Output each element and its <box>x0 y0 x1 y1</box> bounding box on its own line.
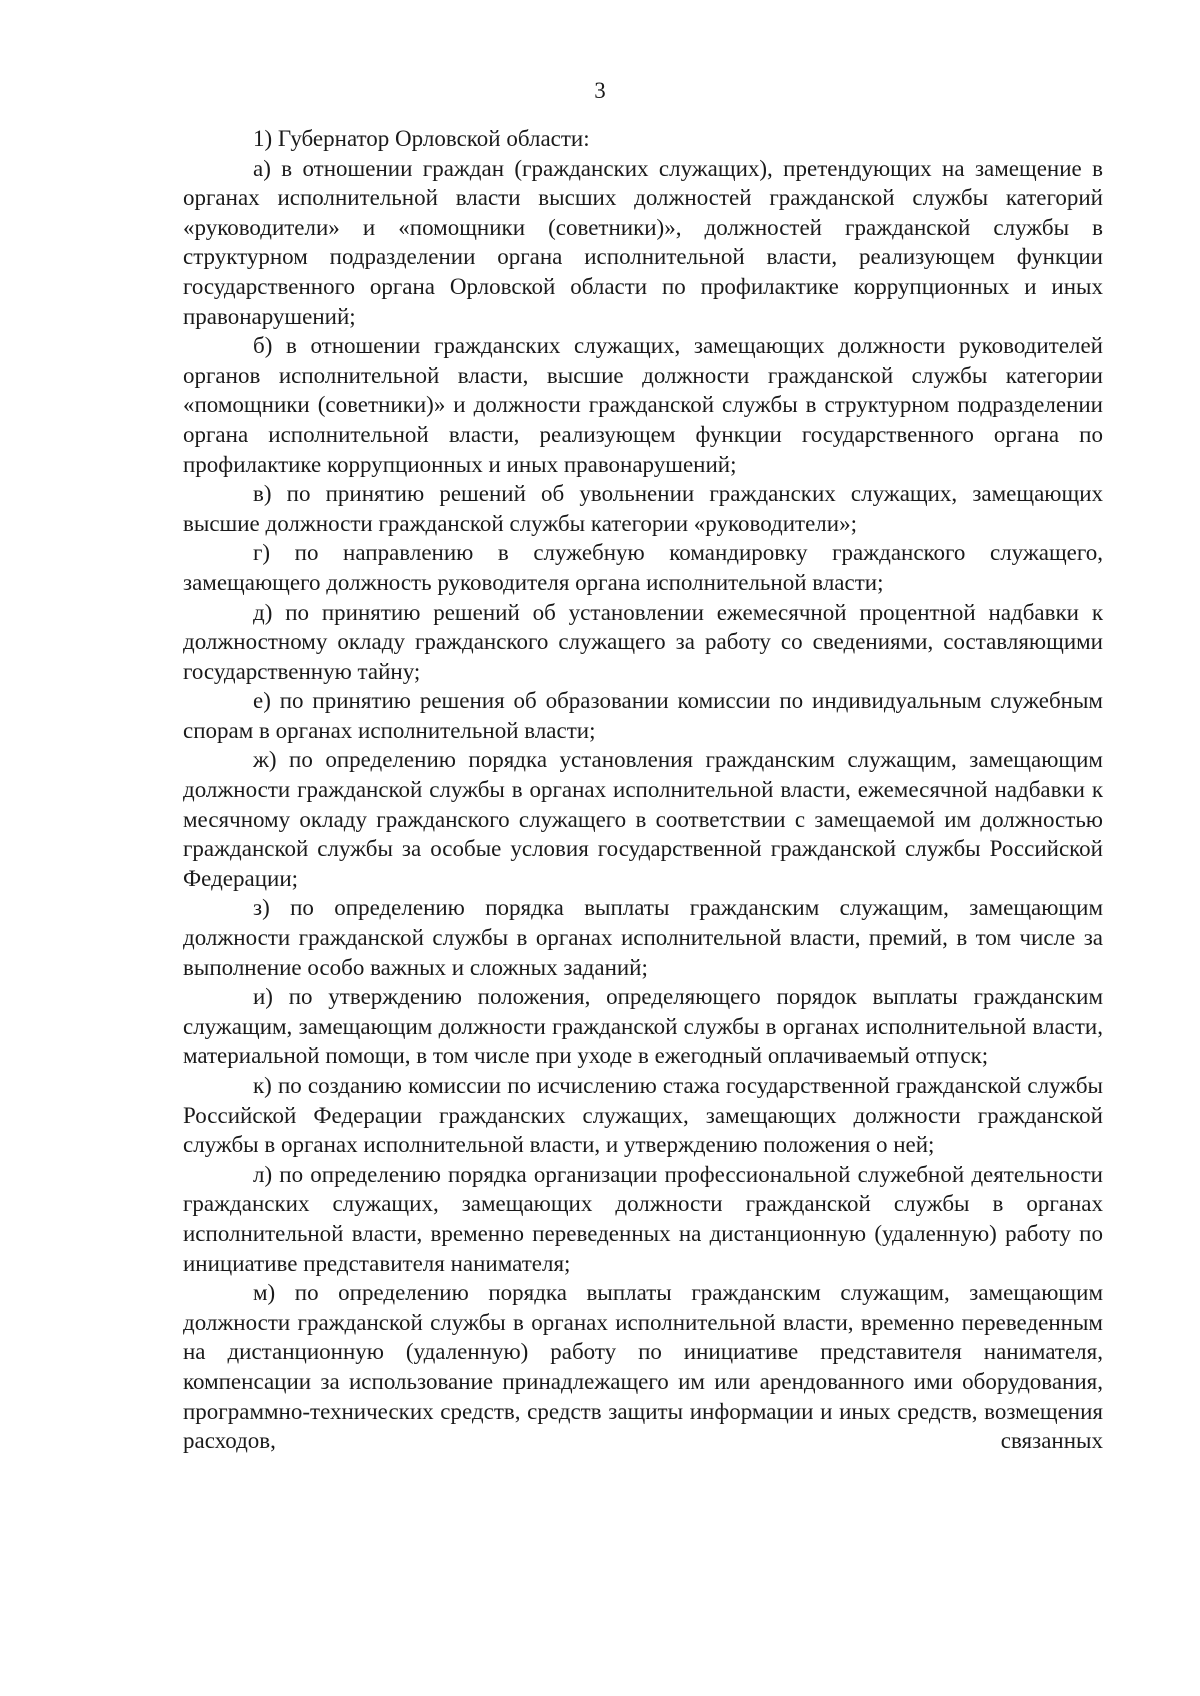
paragraph-item-k: к) по созданию комиссии по исчислению стажа государственной гражданской службы Российской Федерации гражданских служащих, замещающих должности гражданской службы в органах исполнительной власти, и утверждению положения о ней; <box>183 1073 1103 1158</box>
paragraph-item-a: а) в отношении граждан (гражданских служащих), претендующих на замещение в органах исполнительной власти высших должностей гражданской службы категорий «руководители» и «помощники (советники)», должностей гражданской службы в структурном подразделении органа исполнительной власти, реализующем функции государственного органа Орловской области по профилактике коррупционных и иных правонарушений; <box>183 155 1103 329</box>
paragraph-item-g: г) по направлению в служебную командировку гражданского служащего, замещающего должность руководителя органа исполнительной власти; <box>183 540 1103 595</box>
paragraph-item-m: м) по определению порядка выплаты гражданским служащим, замещающим должности гражданской службы в органах исполнительной власти, временно переведенным на дистанционную (удаленную) работу по инициативе представителя нанимателя, компенсации за использование принадлежащего им или арендованного ими оборудования, программно-технических средств, средств защиты информации и иных средств, возмещения расходов, связанных <box>183 1280 1103 1454</box>
paragraph-item-v: в) по принятию решений об увольнении гражданских служащих, замещающих высшие должности гражданской службы категории «руководители»; <box>183 481 1103 536</box>
paragraph-item-b: б) в отношении гражданских служащих, замещающих должности руководителей органов исполнительной власти, высшие должности гражданской службы категории «помощники (советники)» и должности гражданской службы в структурном подразделении органа исполнительной власти, реализующем функции государственного органа по профилактике коррупционных и иных правонарушений; <box>183 333 1103 477</box>
paragraph-item-e: е) по принятию решения об образовании комиссии по индивидуальным служебным спорам в органах исполнительной власти; <box>183 688 1103 743</box>
paragraph-item-zh: ж) по определению порядка установления гражданским служащим, замещающим должности гражданской службы в органах исполнительной власти, ежемесячной надбавки к месячному окладу гражданского служащего в соответствии с замещаемой им должностью гражданской службы за особые условия государственной гражданской службы Российской Федерации; <box>183 747 1103 891</box>
paragraph-item-i: и) по утверждению положения, определяющего порядок выплаты гражданским служащим, замещающим должности гражданской службы в органах исполнительной власти, материальной помощи, в том числе при уходе в ежегодный оплачиваемый отпуск; <box>183 984 1103 1069</box>
document-body <box>183 124 1103 1456</box>
paragraph-1-governor: 1) Губернатор Орловской области: <box>253 126 590 151</box>
paragraph-item-z: з) по определению порядка выплаты гражданским служащим, замещающим должности гражданской службы в органах исполнительной власти, премий, в том числе за выполнение особо важных и сложных заданий; <box>183 895 1103 980</box>
paragraph-item-d: д) по принятию решений об установлении ежемесячной процентной надбавки к должностному окладу гражданского служащего за работу со сведениями, составляющими государственную тайну; <box>183 599 1103 684</box>
page-number: 3 <box>594 78 606 103</box>
paragraph-item-l: л) по определению порядка организации профессиональной служебной деятельности гражданских служащих, замещающих должности гражданской службы в органах исполнительной власти, временно переведенных на дистанционную (удаленную) работу по инициативе представителя нанимателя; <box>183 1161 1103 1276</box>
